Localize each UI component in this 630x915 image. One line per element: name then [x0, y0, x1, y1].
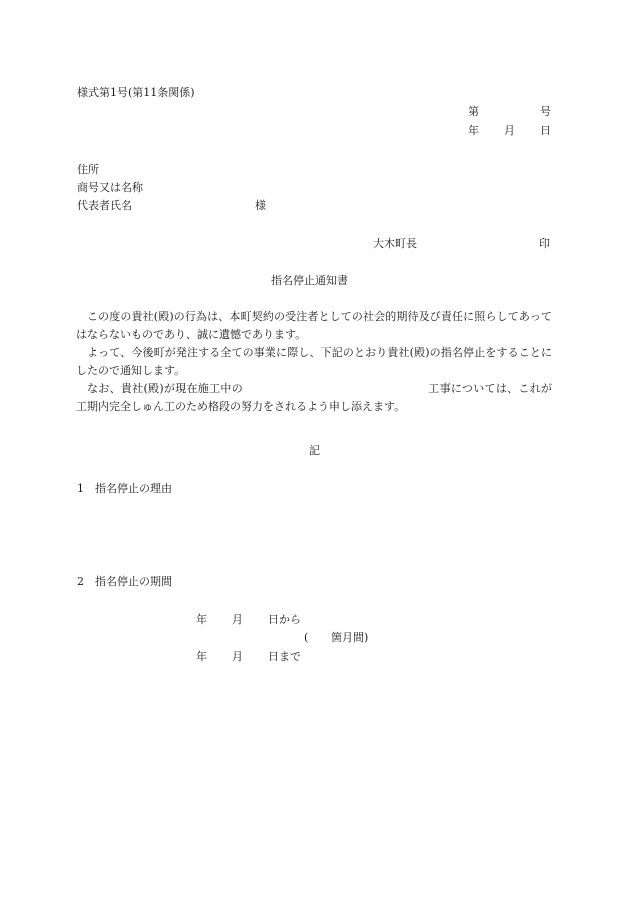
paragraph-1: この度の貴社(殿)の行為は、本町契約の受注者としての社会的期待及び責任に照らしてあってはならないものであり、誠に遺憾であります。 — [76, 310, 552, 341]
date-month: 月 — [504, 124, 515, 137]
date-year: 年 — [468, 124, 479, 137]
ki-marker: 記 — [309, 444, 320, 457]
to-day: 日まで — [268, 650, 301, 663]
paragraph-2: よって、今後町が発注する全ての事業に際し、下記のとおり貴社(殿)の指名停止をすることにしたので通知します。 — [76, 346, 552, 377]
to-month: 月 — [232, 650, 243, 663]
section-1-heading: 指名停止の理由 — [95, 482, 172, 495]
company-name-label: 商号又は名称 — [77, 181, 143, 194]
from-year: 年 — [196, 613, 207, 626]
paragraph-3-end: 工事については、これが工期内完全しゅん工のため格段の努力をされるよう申し添えます。 — [76, 382, 552, 413]
period-months: 箇月間) — [331, 631, 369, 644]
paragraph-3 — [76, 380, 552, 416]
from-month: 月 — [232, 613, 243, 626]
document-title: 指名停止通知書 — [271, 274, 348, 287]
sender-title: 大木町長 — [373, 237, 417, 250]
body-text — [76, 308, 552, 416]
doc-number-suffix: 号 — [540, 105, 551, 118]
section-1-number: 1 — [77, 482, 84, 495]
representative-label: 代表者氏名 — [77, 199, 132, 212]
section-2-number: 2 — [77, 575, 84, 588]
to-year: 年 — [196, 650, 207, 663]
seal-mark: 印 — [539, 237, 550, 250]
form-number: 様式第1号(第11条関係) — [77, 86, 195, 99]
from-day: 日から — [268, 613, 301, 626]
period-open-paren: ( — [304, 631, 309, 644]
address-label: 住所 — [77, 163, 99, 176]
doc-number-prefix: 第 — [468, 105, 479, 118]
honorific: 様 — [255, 199, 266, 212]
paragraph-3-start: なお、貴社(殿)が現在施工中の — [87, 382, 243, 395]
section-2-heading: 指名停止の期間 — [95, 575, 172, 588]
date-day: 日 — [540, 124, 551, 137]
